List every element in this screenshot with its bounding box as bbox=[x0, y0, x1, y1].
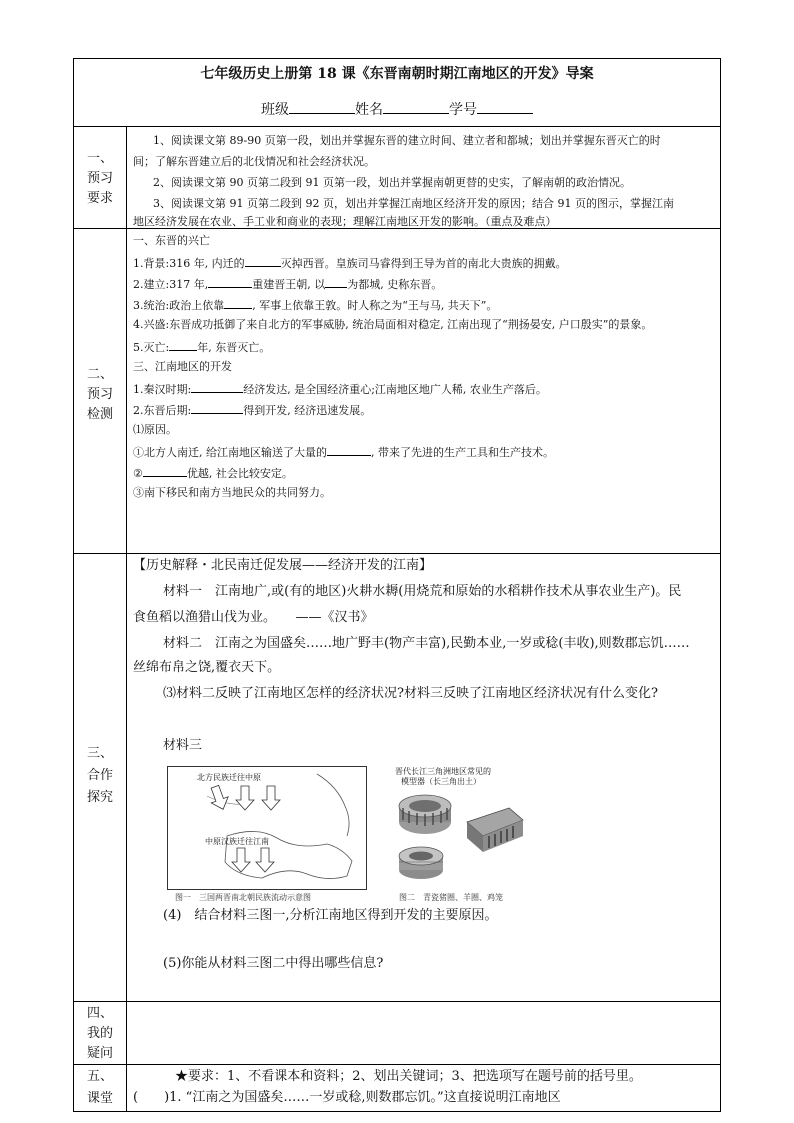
text-line: 3.统治:政治上依靠 , 军事上依靠王敦。时人称之为“王与马, 共天下”。 bbox=[133, 296, 716, 314]
section-my-questions bbox=[73, 1001, 721, 1065]
page-title: 七年级历史上册第 18 课《东晋南朝时期江南地区的开发》导案 bbox=[200, 66, 594, 82]
class-blank[interactable] bbox=[289, 99, 355, 114]
text-line: ② 优越, 社会比较安定。 bbox=[133, 464, 716, 482]
worksheet bbox=[73, 58, 721, 1106]
name-blank[interactable] bbox=[383, 99, 449, 114]
figure-2-title-line-2: 模型器（长三角出土） bbox=[401, 777, 481, 786]
answer-blank[interactable] bbox=[169, 338, 197, 351]
class-label: 班级 bbox=[261, 102, 289, 118]
section-label-line: 四、 bbox=[86, 1006, 113, 1021]
material-text: 材料一 江南地广,或(有的地区)火耕水耨(用烧荒和原始的水稻耕作技术从事农业生产)。民 bbox=[163, 584, 682, 599]
map-label-south: 中原汉族迁往江南 bbox=[205, 837, 269, 846]
material-3-label: 材料三 bbox=[163, 738, 203, 753]
text-line: 5.灭亡: 年, 东晋灭亡。 bbox=[133, 338, 716, 356]
section-label-line: 我的 bbox=[86, 1026, 113, 1041]
pottery-models-illustration bbox=[391, 786, 531, 890]
classroom-requirements: ★要求：1、不看课本和资料；2、划出关键词；3、把选项写在题号前的括号里。 bbox=[175, 1069, 642, 1084]
figure-2-caption: 图二 青瓷猪圈、羊圈、鸡笼 bbox=[399, 893, 503, 902]
question-4: (4) 结合材料三图一,分析江南地区得到开发的主要原因。 bbox=[163, 908, 498, 923]
text-line: 3、阅读课文第 91 页第二段到 92 页，划出并掌握江南地区经济开发的原因；结合 91 页的图示，掌握江南 bbox=[153, 197, 674, 210]
text-line: 一、东晋的兴亡 bbox=[133, 234, 210, 247]
answer-blank[interactable] bbox=[143, 464, 187, 477]
material-text: 丝绵布帛之饶,覆衣天下。 bbox=[133, 660, 281, 675]
section-label bbox=[74, 1002, 127, 1065]
map-label-north: 北方民族迁往中原 bbox=[197, 773, 261, 782]
inquiry-heading: 【历史解释・北民南迁促发展——经济开发的江南】 bbox=[133, 558, 433, 573]
answer-blank[interactable] bbox=[325, 275, 347, 288]
section-label-line: 合作 bbox=[86, 768, 113, 783]
text-line: ①北方人南迁, 给江南地区输送了大量的 , 带来了先进的生产工具和生产技术。 bbox=[133, 443, 716, 461]
figure-2-title-line-1: 晋代长江三角洲地区常见的 bbox=[395, 767, 491, 776]
text-line: 三、江南地区的开发 bbox=[133, 360, 232, 373]
figure-migration-map bbox=[167, 766, 367, 890]
section-label-line: 疑问 bbox=[86, 1046, 113, 1061]
text-line: 2、阅读课文第 90 页第二段到 91 页第一段，划出并掌握南朝更替的史实，了解南朝的政治情况。 bbox=[153, 176, 631, 189]
text-line: ③南下移民和南方当地民众的共同努力。 bbox=[133, 486, 331, 499]
section-preview-check bbox=[73, 228, 721, 554]
text-line: ⑴原因。 bbox=[133, 423, 177, 436]
questions-writing-area[interactable] bbox=[127, 1002, 720, 1065]
section-label-line: 课堂 bbox=[86, 1091, 113, 1106]
student-info-line bbox=[74, 99, 720, 119]
classroom-question-1: ( )1. “江南之为国盛矣……一岁或稔,则数郡忘饥。”这直接说明江南地区 bbox=[133, 1090, 561, 1105]
text-line: 2.东晋后期: 得到开发, 经济迅速发展。 bbox=[133, 401, 716, 419]
answer-blank[interactable] bbox=[245, 254, 281, 267]
migration-map-illustration bbox=[167, 766, 367, 890]
answer-blank[interactable] bbox=[224, 296, 252, 309]
section-label bbox=[74, 229, 127, 554]
section-label-line: 一、 bbox=[86, 151, 113, 166]
answer-blank[interactable] bbox=[327, 443, 371, 456]
section-label-line: 预习 bbox=[86, 171, 113, 186]
name-label: 姓名 bbox=[355, 102, 383, 118]
section-label-line: 三、 bbox=[86, 746, 113, 761]
section-preview-requirements bbox=[73, 126, 721, 229]
answer-blank[interactable] bbox=[191, 380, 243, 393]
section-label-line: 二、 bbox=[86, 367, 113, 382]
id-blank[interactable] bbox=[477, 99, 533, 114]
text-line: 1.秦汉时期: 经济发达, 是全国经济重心;江南地区地广人稀, 农业生产落后。 bbox=[133, 380, 716, 398]
title-block bbox=[73, 58, 721, 127]
section-label bbox=[74, 127, 127, 229]
section-label-line: 要求 bbox=[86, 191, 113, 206]
section-label-line: 检测 bbox=[86, 407, 113, 422]
question-3: ⑶材料二反映了江南地区怎样的经济状况?材料三反映了江南地区经济状况有什么变化? bbox=[163, 686, 658, 701]
section-label-line: 五、 bbox=[86, 1069, 113, 1084]
text-line: 2.建立:317 年, 重建晋王朝, 以 为都城, 史称东晋。 bbox=[133, 275, 716, 293]
section-label bbox=[74, 1065, 127, 1111]
material-text: 食鱼稻以渔猎山伐为业。 ——《汉书》 bbox=[133, 610, 374, 625]
text-line: 1、阅读课文第 89-90 页第一段，划出并掌握东晋的建立时间、建立者和都城；划出并掌握东晋灭亡的时 bbox=[153, 134, 661, 147]
text-line: 间；了解东晋建立后的北伐情况和社会经济状况。 bbox=[133, 155, 375, 168]
text-line: 1.背景:316 年, 内迁的 灭掉西晋。皇族司马睿得到王导为首的南北大贵族的拥戴。 bbox=[133, 254, 716, 272]
section-classroom bbox=[73, 1064, 721, 1112]
figure-pottery-models bbox=[391, 786, 531, 890]
text-line: 地区经济发展在农业、手工业和商业的表现；理解江南地区开发的影响。（重点及难点） bbox=[133, 215, 557, 228]
answer-blank[interactable] bbox=[191, 401, 243, 414]
answer-blank[interactable] bbox=[208, 275, 252, 288]
id-label: 学号 bbox=[449, 102, 477, 118]
section-cooperative-inquiry bbox=[73, 553, 721, 1002]
section-label bbox=[74, 554, 127, 1002]
section-label-line: 探究 bbox=[86, 790, 113, 805]
figure-1-caption: 图一 三国两晋南北朝民族流动示意图 bbox=[175, 893, 311, 902]
text-line: 4.兴盛:东晋成功抵御了来自北方的军事威胁, 统治局面相对稳定, 江南出现了“荆扬晏安, 户口殷实”的景象。 bbox=[133, 318, 653, 331]
question-5: (5)你能从材料三图二中得出哪些信息? bbox=[163, 956, 384, 971]
section-label-line: 预习 bbox=[86, 387, 113, 402]
material-text: 材料二 江南之为国盛矣……地广野丰(物产丰富),民勤本业,一岁或稔(丰收),则数郡忘饥…… bbox=[163, 636, 690, 651]
